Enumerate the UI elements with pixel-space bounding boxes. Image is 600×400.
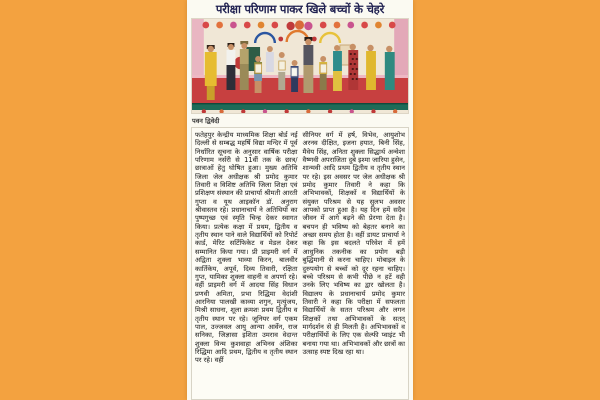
reporter-byline: पवन द्विवेदी [192,117,220,125]
article-body [191,127,409,400]
article-column-right: सीनियर वर्ग में हर्ष, विभेव, आयुशोभ अरनव दीक्षित, इजना हयात, बिनी सिंह, मैवेय सिंह, अनिता शुक्ला सिद्धार्थ अन्वेशा वैष्णवी अपराजिता दुबे इश्मा जारिया हुसेन, शान्मवी आदि प्रथम द्वितीय व तृतीय स्थान पर रहे। इस अवसर पर जेल अधीक्षक श्री प्रमोद कुमार तिवारी ने कहा कि अभिभावकों, शिक्षकों व विद्यार्थियों के संयुक्त परिश्रम से यह सुलभ अवसर आपको प्राप्त हुआ है। यह दिन हमें सदैव जीवन में आगे बढ़ने की प्रेरणा देता है। बचपन ही भविष्य को बेहतर बनाने का अच्छा समय होता है। वहीं डायट प्राचार्या ने कहा कि इस बदलते परिवेश में हमें आधुनिक तकनीक का प्रयोग बड़ी बुद्धिमानी से करना चाहिए। मोबाइल के दुरुपयोग से बच्चों को दूर रहना चाहिए। बच्चे परिश्रम से कभी पीछे न हटें वही उनके लिए भविष्य का द्वार खोलता है। विद्यालय के प्रधानाचार्य प्रमोद कुमार तिवारी ने कहा कि परीक्षा में सफलता विद्यार्थियों के सतत परिश्रम और लगन शिक्षकों तथा अभिभावकों के सतत् मार्गदर्शन से ही मिलती है। अभिभावकों व परीक्षार्थियों के लिए एक सेल्फी प्वाइंट भी बनाया गया था। अभिभावकों और छात्रों का उत्साह स्पष्ट दिख रहा था। [302,131,405,356]
event-photo [191,18,409,114]
article-column-left: फतेहपुर केन्द्रीय माध्यमिक शिक्षा बोर्ड नई दिल्ली से सम्बद्ध महर्षि विद्या मन्दिर में पूर्व निर्धारित सूचना के अनुसार वार्षिक परीक्षा परिणाम नर्सरी से 11वीं तक के छात्र/छात्राओं हेतु घोषित हुआ। मुख्य अतिथि जिला जेल अधीक्षक श्री प्रमोद कुमार तिवारी व विशिष्ट अतिथि जिला शिक्षा एवं प्रशिक्षण संस्थान की प्राचार्या श्रीमती आरती गुप्ता व यूथ आइकॉन डॉ. अनुराग श्रीवास्तव रहे। प्रधानाचार्य ने अतिथियों का पुष्पगुच्छ एवं स्मृति चिन्ह देकर स्वागत किया। प्रत्येक कक्षा में प्रथम, द्वितीय व तृतीय स्थान पाने वाले विद्यार्थियों को रिपोर्ट कार्ड, मेरिट सर्टिफिकेट व मेडल देकर सम्मानित किया गया। प्री प्राइमरी वर्ग में अद्विता शुक्ला भाव्या किरन, बालवीर कार्तिकेय, अपूर्व, दिव्य तिवारी, रक्षिता गुप्त, यामिका शुक्ला वाहनी व अपर्णा रहे। वहीं प्राइमरी वर्ग में आदया सिंह विधान प्रणवी अमिता, प्रभा रिद्धिमा वेदांशी आरनिया पालखी काव्या शगुन, मृत्युंजय, मिश्री साधना, शूला क्रमशः प्रथम द्वितीय व तृतीय स्थान पर रहे। जूनियर वर्ग एकम पाल, उज्जवल आयु आन्या आर्वेन, राज सनिका, जिज्ञासा इशिता उमराव वेदान्त शुक्ला विन्म कुशवाहा अभिनव अंशिका रिद्धिमा आदि प्रथम, द्वितीय व तृतीय स्थान पर रहे। वहीं [195,131,298,365]
newspaper-clipping [187,0,413,400]
event-photo-illustration [192,19,408,113]
article-headline: परीक्षा परिणाम पाकर खिले बच्चों के चेहरे [215,2,385,16]
